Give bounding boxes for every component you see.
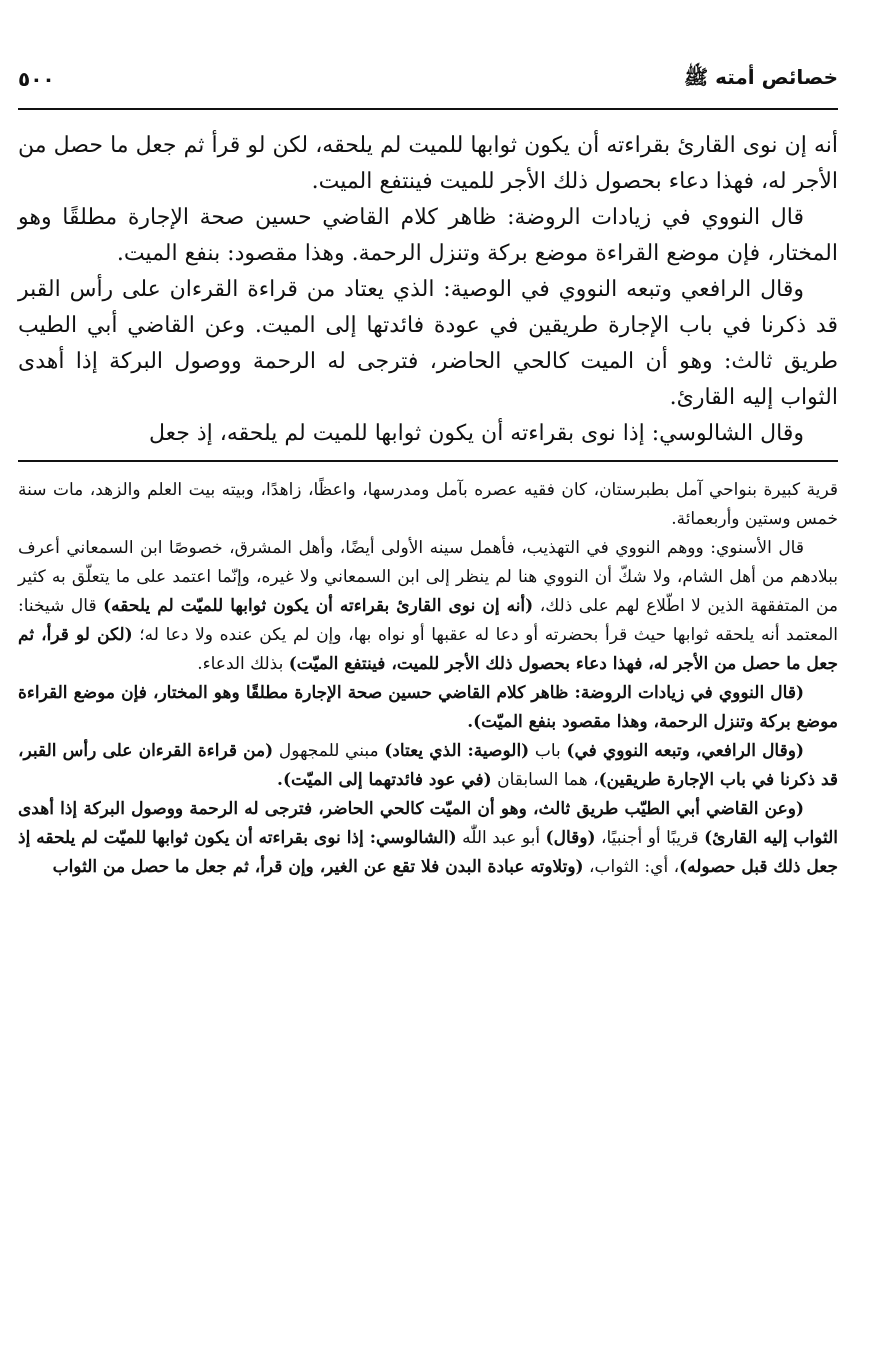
commentary-text: قال شيخنا: المعتمد أنه يلحقه ثوابها حيث قرأ بحضرته أو دعا له عقبها أو نواه بها، وإن لم يكن عنده ولا دعا له؛ xyxy=(18,596,838,645)
page-header xyxy=(18,58,838,110)
quoted-text: (لكن لو قرأ، ثم جعل ما حصل من الأجر له، فهذا دعاء بحصول ذلك الأجر للميت، فينتفع الميّت) xyxy=(18,625,838,674)
main-paragraph: وقال الشالوسي: إذا نوى بقراءته أن يكون ثوابها للميت لم يلحقه، إذ جعل xyxy=(149,421,804,446)
quoted-text: (وقال الرافعي، وتبعه النووي في) xyxy=(566,741,804,761)
commentary-text: مبني للمجهول xyxy=(273,741,385,761)
quoted-text: (قال النووي في زيادات الروضة: ظاهر كلام القاضي حسين صحة الإجارة مطلقًا وهو المختار، فإن موضع القراءة موضع بركة وتنزل الرحمة، وهذا مقصود بنفع الميّت). xyxy=(18,683,838,732)
commentary-paragraph xyxy=(18,795,838,882)
quoted-text: (وقال) xyxy=(545,828,596,848)
main-paragraph: أنه إن نوى القارئ بقراءته أن يكون ثوابها للميت لم يلحقه، لكن لو قرأ ثم جعل ما حصل من الأجر له، فهذا دعاء بحصول ذلك الأجر للميت فينتفع الميت. xyxy=(18,133,838,194)
page-number: ٥٠٠ xyxy=(18,67,55,91)
commentary-text: بذلك الدعاء. xyxy=(197,654,289,674)
commentary-paragraph: قرية كبيرة بنواحي آمل بطبرستان، كان فقيه عصره بآمل ومدرسها، واعظًا، زاهدًا، وبيته بيت العلم والزهد، مات سنة خمس وستين وأربعمائة. xyxy=(18,480,838,529)
commentary-paragraph xyxy=(18,737,838,795)
quoted-text: (أنه إن نوى القارئ بقراءته أن يكون ثوابها للميّت لم يلحقه) xyxy=(103,596,534,616)
commentary-paragraph xyxy=(18,679,838,737)
commentary-text: قال الأسنوي: ووهم النووي في التهذيب، فأهمل سينه الأولى أيضًا، وأهل المشرق، خصوصًا ابن السمعاني أعرف ببلادهم من أهل الشام، ولا شكّ أن النووي هنا لم ينظر إلى ابن السمعاني ولا غيره، وإنّما اعتمد على ما يتعلّق به كثير من المتفقهة الذين لا اطّلاع لهم على ذلك، xyxy=(18,538,839,616)
commentary-text: أبو عبد اللّٰه xyxy=(456,828,546,848)
quoted-text: (من قراءة القرءان على رأس القبر، قد ذكرنا في باب الإجارة طريقين) xyxy=(18,741,838,790)
commentary-text: ، هما السابقان xyxy=(491,770,599,790)
quoted-text: (الوصية: الذي يعتاد) xyxy=(384,741,530,761)
main-paragraph: قال النووي في زيادات الروضة: ظاهر كلام القاضي حسين صحة الإجارة مطلقًا وهو المختار، فإن موضع القراءة موضع بركة وتنزل الرحمة. وهذا مقصود: بنفع الميت. xyxy=(18,205,838,266)
commentary xyxy=(18,476,838,882)
quoted-text: (في عود فائدتهما إلى الميّت). xyxy=(277,770,492,790)
quoted-text: (وتلاوته عبادة البدن فلا تقع عن الغير، وإن قرأ، ثم جعل ما حصل من الثواب xyxy=(52,857,584,877)
quoted-text: (الشالوسي: إذا نوى بقراءته أن يكون ثوابها للميّت لم يلحقه إذ جعل ذلك قبل حصوله) xyxy=(18,828,838,877)
commentary-text: باب xyxy=(529,741,567,761)
main-text xyxy=(18,128,838,452)
running-title: خصائص أمته ﷺ xyxy=(683,64,838,89)
main-paragraph: وقال الرافعي وتبعه النووي في الوصية: الذي يعتاد من قراءة القرءان على رأس القبر قد ذكرنا في باب الإجارة طريقين في عودة فائدتها إلى الميت. وعن القاضي أبي الطيب طريق ثالث: وهو أن الميت كالحي الحاضر، فترجى له الرحمة ووصول البركة إذا أهدى الثواب إليه القارئ. xyxy=(18,277,838,410)
footnote-divider xyxy=(18,460,838,462)
quoted-text: (وعن القاضي أبي الطيّب طريق ثالث، وهو أن الميّت كالحي الحاضر، فترجى له الرحمة ووصول البركة إذا أهدى الثواب إليه القارئ) xyxy=(18,799,838,848)
commentary-text: قريبًا أو أجنبيًا، xyxy=(595,828,705,848)
commentary-text: ، أي: الثواب، xyxy=(583,857,680,877)
document-page xyxy=(18,58,838,1348)
commentary-paragraph xyxy=(18,534,838,679)
